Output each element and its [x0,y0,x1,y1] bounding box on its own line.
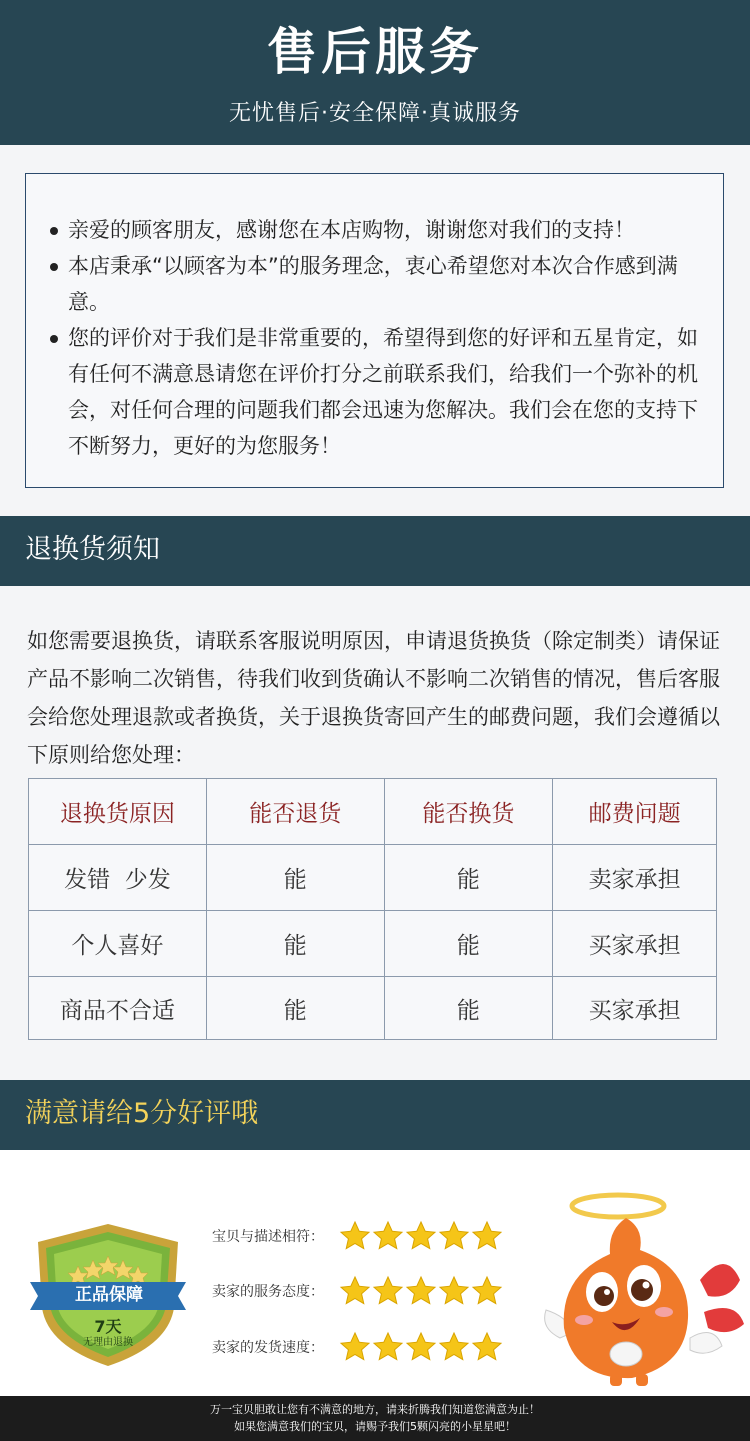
bullet-icon [50,263,58,271]
star-icon[interactable] [438,1275,470,1307]
returns-description: 如您需要退换货，请联系客服说明原因，申请退货换货（除定制类）请保证产品不影响二次销售，待我们收到货确认不影响二次销售的情况，售后客服会给您处理退款或者换货，关于退换货寄回产生的邮费问题，我们会遵循以下原则给您处理： [27,629,720,767]
rating-label: 宝贝与描述相符： [212,1229,324,1245]
star-icon[interactable] [339,1331,371,1363]
star-icon[interactable] [339,1275,371,1307]
angel-mascot-icon [540,1188,750,1398]
returns-section-title: 退换货须知 [25,534,160,565]
table-cell: 个人喜好 [29,911,207,977]
rating-row-description [212,1216,512,1256]
returns-table [28,778,717,1040]
notice-item: 亲爱的顾客朋友，感谢您在本店购物，谢谢您对我们的支持！ [46,212,703,248]
star-icon[interactable] [405,1275,437,1307]
rating-panel [0,1150,750,1396]
badge-sub: 无理由退换 [83,1337,133,1348]
table-cell: 能 [384,911,553,977]
star-icon[interactable] [339,1220,371,1252]
rating-label: 卖家的发货速度： [212,1340,324,1356]
star-icon[interactable] [405,1220,437,1252]
table-header-cell: 退换货原因 [29,779,207,845]
table-cell: 卖家承担 [553,845,717,911]
star-icon[interactable] [372,1220,404,1252]
rating-label: 卖家的服务态度： [212,1284,324,1300]
review-section-title: 满意请给5分好评哦 [25,1098,259,1129]
star-rating[interactable] [339,1216,504,1256]
star-icon[interactable] [438,1331,470,1363]
table-cell: 能 [206,977,384,1040]
page-footer [0,1396,750,1441]
star-icon[interactable] [471,1220,503,1252]
table-cell: 买家承担 [553,911,717,977]
notice-list [46,212,703,464]
star-icon[interactable] [471,1275,503,1307]
bullet-icon [50,227,58,235]
page-subtitle: 无忧售后·安全保障·真诚服务 [229,101,521,126]
table-cell: 发错 少发 [29,845,207,911]
notice-item: 本店秉承“以顾客为本”的服务理念，衷心希望您对本次合作感到满意。 [46,248,703,320]
notice-box [25,173,724,488]
table-cell: 商品不合适 [29,977,207,1040]
rating-row-service [212,1271,512,1311]
table-header-row [29,779,717,845]
table-cell: 能 [384,845,553,911]
shield-badge-icon [28,1220,188,1370]
badge-label: 正品保障 [75,1285,143,1305]
star-icon[interactable] [372,1275,404,1307]
table-cell: 买家承担 [553,977,717,1040]
star-icon[interactable] [438,1220,470,1252]
footer-line: 如果您满意我们的宝贝，请赐予我们5颗闪亮的小星星吧！ [234,1420,516,1433]
table-row [29,845,717,911]
page-header [0,0,750,145]
page-title: 售后服务 [267,23,483,81]
review-section-bar [0,1080,750,1150]
star-rating[interactable] [339,1271,504,1311]
table-row [29,911,717,977]
star-icon[interactable] [405,1331,437,1363]
footer-line: 万一宝贝胆敢让您有不满意的地方，请来折腾我们知道您满意为止！ [210,1403,540,1416]
table-header-cell: 邮费问题 [553,779,717,845]
returns-section-bar [0,516,750,586]
bullet-icon [50,335,58,343]
table-cell: 能 [206,911,384,977]
badge-days: 7天 [94,1317,122,1336]
notice-item: 您的评价对于我们是非常重要的，希望得到您的好评和五星肯定，如有任何不满意恳请您在评价打分之前联系我们，给我们一个弥补的机会，对任何合理的问题我们都会迅速为您解决。我们会在您的支持下不断努力，更好的为您服务！ [46,320,703,464]
star-rating[interactable] [339,1327,504,1367]
star-icon[interactable] [471,1331,503,1363]
table-row [29,977,717,1040]
star-icon[interactable] [372,1331,404,1363]
rating-row-shipping [212,1327,512,1367]
table-cell: 能 [206,845,384,911]
table-header-cell: 能否退货 [206,779,384,845]
table-cell: 能 [384,977,553,1040]
table-header-cell: 能否换货 [384,779,553,845]
